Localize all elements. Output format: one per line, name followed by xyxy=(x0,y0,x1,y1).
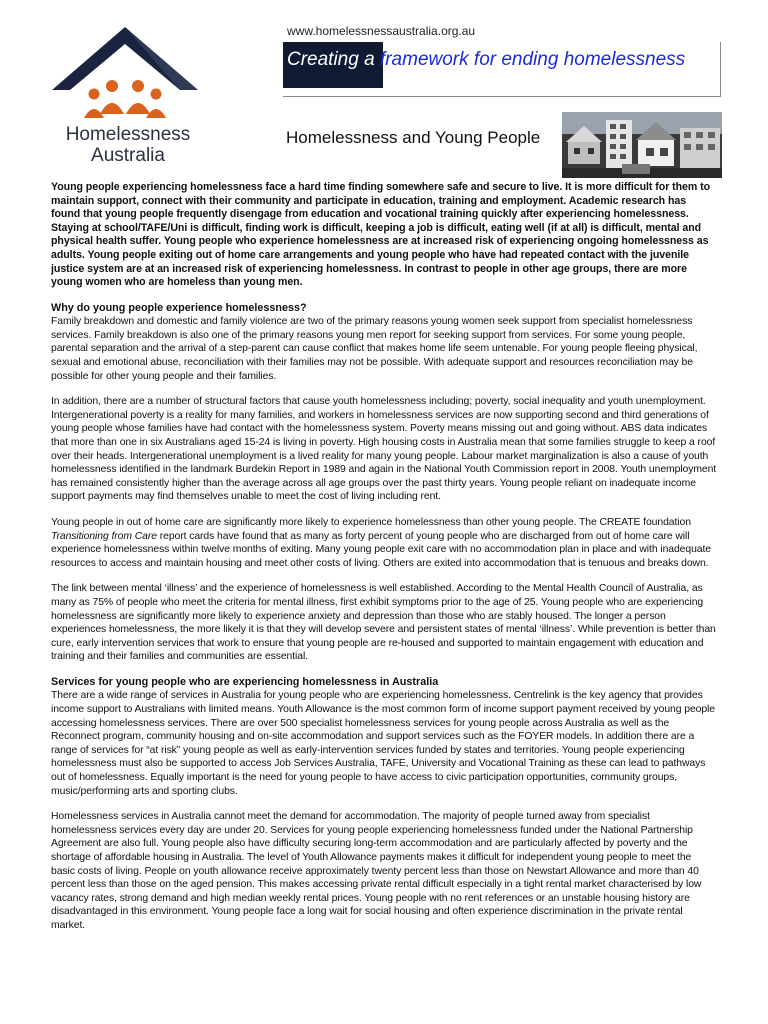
tagline-lead: Creating a xyxy=(287,49,375,70)
article-body xyxy=(51,181,717,945)
paragraph-family-breakdown: Family breakdown and domestic and family violence are two of the primary reasons young women seek support from specialist homelessness services. Family breakdown is also one of the primary reasons young men report for seeking support from services. For some young people, parental separation and the arrival of a step-parent can cause conflict that makes home life seem untenable. For young people fleeing physical, sexual and emotional abuse, reconciliation with their families may not be possible. With adequate support and resources reconciliation may be possible for other young people and their families. xyxy=(51,316,698,382)
logo-line-2: Australia xyxy=(91,145,165,166)
section-heading-why: Why do young people experience homelessness? xyxy=(51,301,307,314)
logo-line-1: Homelessness xyxy=(65,124,191,145)
intro-paragraph: Young people experiencing homelessness face a hard time finding somewhere safe and secure to live. It is more difficult for them to maintain support, connect with their community and participate in education, training and employment. Academic research has found that young people frequently disengage from education and vocational training quickly after experiencing homelessness. Staying at school/TAFE/Uni is difficult, finding work is difficult, keeping a job is difficult, eating well (if at all) is difficult, mental and physical health suffer. Young people who experience homelessness are at increased risk of experiencing ongoing homelessness as adults. Young people exiting out of home care arrangements and young people who have had repeated contact with the juvenile justice system are at an increased risk of experiencing homelessness. In contrast to people in other age groups, there are more young women who are homeless than young men. xyxy=(51,181,711,289)
section-heading-services: Services for young people who are experiencing homelessness in Australia xyxy=(51,675,439,688)
paragraph-out-of-home-care xyxy=(51,516,717,570)
logo-wordmark xyxy=(58,124,198,166)
paragraph-services-range: There are a wide range of services in Australia for young people who are experiencing homelessness. Centrelink is the key agency that provides income support to Australians with limited means. Youth Allowance is the most common form of income support payment received by young people accessing homelessness services. There are over 500 specialist homelessness services for young people across Australia as well as the Reconnect program, community housing and on-site accommodation and support services such as the FOYER models. In addition there are a range of services for “at risk” young people as well as early-intervention services funded by states and territories. Young people experiencing homelessness must also be supported to access Job Services Australia, TAFE, University and Vocational Training as these can lead to pathways out of homelessness. Equally important is the need for young people to have access to civic participation opportunities, community groups, music/performing arts and sporting clubs. xyxy=(51,690,715,797)
paragraph-services-demand: Homelessness services in Australia cannot meet the demand for accommodation. The majority of people turned away from specialist homelessness services every day are under 20. Services for young people experiencing homelessness funded under the National Partnership Agreement are also full. Young people also have difficulty securing long-term accommodation and are particularly affected by poverty and the shortage of affordable housing in Australia. The level of Youth Allowance payments makes it difficult for independent young people to meet the basic costs of living. People on youth allowance receive approximately twenty percent less than those on Newstart Allowance and more than 40 percent less than those on the aged pension. This makes accessing private rental difficult especially in a tight rental market characterised by low vacancy rates, strong demand and high median weekly rental prices. Young people with no rent references or an unstable housing history are disadvantaged in this environment. Young people face a long wait for social housing and often experience discrimination in the private rental market. xyxy=(51,811,702,931)
document-title: Homelessness and Young People xyxy=(286,128,541,147)
paragraph-mental-illness: The link between mental ‘illness’ and the experience of homelessness is well established. According to the Mental Health Council of Australia, as many as 75% of people who meet the criteria for mental illness, first exhibit symptoms prior to the age of 25. Young people who are experiencing homelessness are significantly more likely to experience anxiety and depression than those who are stably housed. The longer a person experiences homelessness, the more likely it is that they will develop severe and persistent states of mental ‘illness’. While prevention is better than cure, early intervention services that work to ensure that young people are re-housed and supported to maintain engagement with education and training and their families and communities are essential. xyxy=(51,583,716,663)
housing-photo-montage xyxy=(562,112,722,178)
paragraph-out-of-home-care-a: Young people in out of home care are significantly more likely to experience homelessness than other young people. The CREATE foundation xyxy=(51,516,691,528)
tagline-banner xyxy=(283,42,721,97)
report-title: Transitioning from Care xyxy=(51,530,157,542)
paragraph-out-of-home-care-b: report cards have found that as many as forty percent of young people who are discharged from out of home care will experience homelessness within twelve months of exiting. Many young people exit care with no accommodation plan in place and with inadequate resources to access and maintain housing and meet other costs of living. Others are exited into accommodation that is tenuous and breaks down. xyxy=(51,530,711,569)
tagline xyxy=(287,49,685,71)
website-url[interactable]: www.homelessnessaustralia.org.au xyxy=(287,24,476,38)
tagline-rest: framework for ending homelessness xyxy=(374,49,686,70)
roof-people-logo-icon xyxy=(50,22,200,122)
paragraph-structural-factors: In addition, there are a number of structural factors that cause youth homelessness including; poverty, social inequality and youth unemployment. Intergenerational poverty is a reality for many families, and workers in homelessness services are now supporting second and third generations of young people whose families have had contact with the homelessness system. Poverty means missing out and going without. ABS data indicates that more than one in six Australians aged 15-24 is living in poverty. High housing costs in Australia mean that some families struggle to keep a roof over their heads. Intergenerational unemployment is a lived reality for many young people. Labour market marginalization is also a cause of youth homelessness identified in the landmark Burdekin Report in 1989 and again in the National Youth Commission report in 2008. Youth unemployment has remained consistently higher than the average across all age groups over the past thirty years. Young people reliant on inadequate income support payments may find themselves unable to meet the cost of living including rent. xyxy=(51,396,717,503)
